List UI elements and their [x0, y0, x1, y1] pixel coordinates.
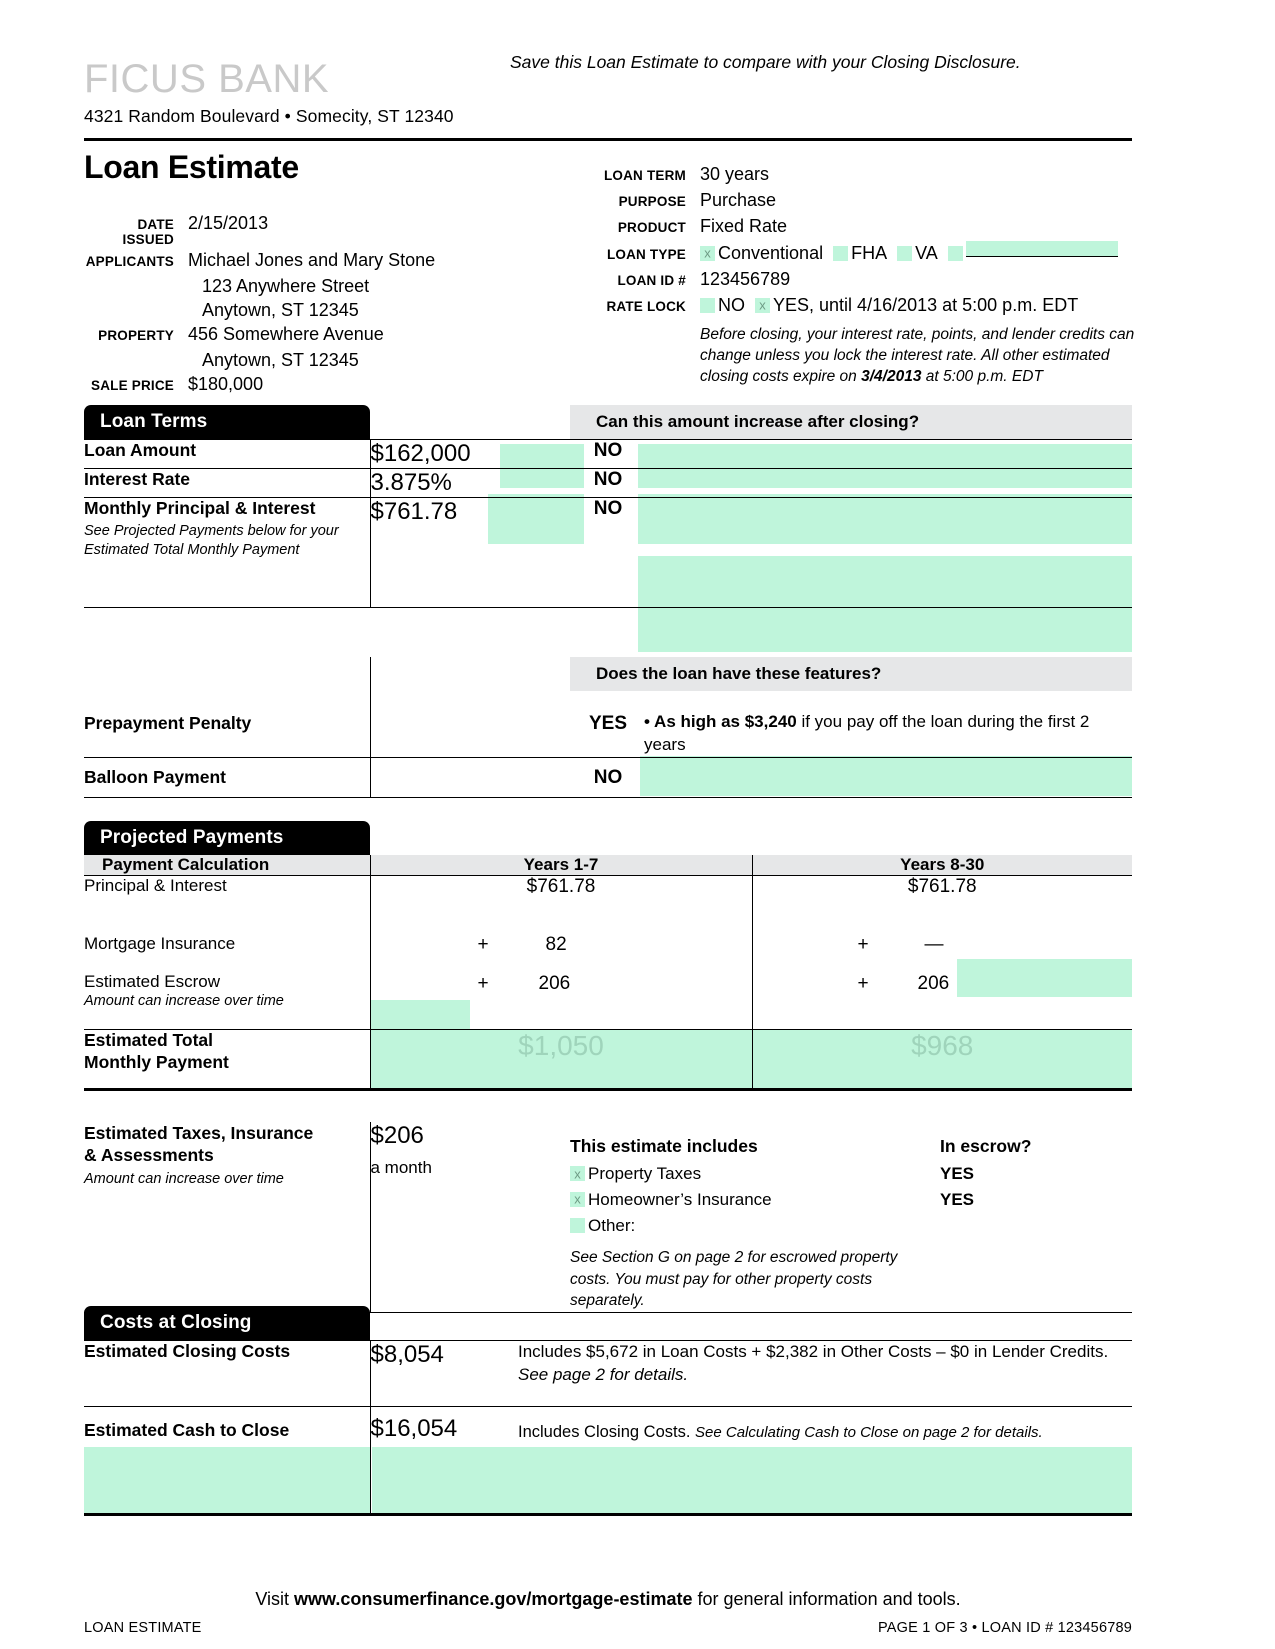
borrower-info-block	[84, 212, 564, 399]
bank-name: FICUS BANK	[84, 57, 330, 101]
save-note: Save this Loan Estimate to compare with your Closing Disclosure.	[510, 52, 1021, 72]
homeowners-insurance-escrow: YES	[940, 1189, 975, 1209]
applicants-line-3: Anytown, ST 12345	[202, 299, 359, 320]
product-value: Fixed Rate	[700, 215, 788, 236]
costs-column-divider	[370, 1406, 371, 1513]
taxes-label-line-1: Estimated Taxes, Insurance	[84, 1123, 314, 1143]
taxes-label-cell	[84, 1122, 370, 1312]
prepayment-penalty-text: if you pay off the loan during the first 2 years	[644, 712, 1090, 754]
visit-line	[84, 1589, 1132, 1610]
prepayment-penalty-value	[370, 691, 572, 757]
loan-terms-increase-header: Can this amount increase after closing?	[596, 412, 920, 431]
projected-payments-header-row	[84, 855, 1132, 876]
table-row	[84, 498, 1132, 608]
table-row	[84, 469, 1132, 498]
estimated-escrow-y1-operator: +	[477, 972, 489, 994]
principal-interest-y2: $761.78	[752, 876, 1132, 928]
table-row	[84, 1122, 1132, 1312]
loan-info-block	[596, 163, 1141, 388]
checkbox-other-icon[interactable]	[570, 1218, 585, 1233]
purpose-value: Purchase	[700, 189, 777, 210]
table-row	[84, 440, 1132, 469]
monthly-pi-note	[644, 498, 1132, 608]
property-label: PROPERTY	[98, 327, 174, 343]
rate-lock-row	[596, 294, 1141, 318]
escrow-note: See Section G on page 2 for escrowed property costs. You must pay for other property costs separately.	[570, 1249, 898, 1310]
principal-interest-label: Principal & Interest	[84, 876, 227, 895]
section-header-costs-at-closing	[84, 1306, 370, 1340]
bank-address: 4321 Random Boulevard • Somecity, ST 12340	[84, 106, 454, 126]
property-taxes-escrow: YES	[940, 1164, 975, 1183]
sale-price-value: $180,000	[188, 373, 264, 394]
features-spacer-mid	[370, 657, 572, 691]
homeowners-insurance-label: Homeowner’s Insurance	[588, 1189, 772, 1209]
costs-at-closing-table	[84, 1340, 1132, 1473]
estimated-escrow-y1: 206	[538, 972, 571, 994]
mortgage-insurance-y1-cell	[370, 928, 752, 968]
estimated-escrow-cell	[84, 968, 370, 1030]
property-row	[84, 323, 564, 347]
estimated-cash-to-close-desc	[518, 1407, 1132, 1473]
estimated-total-line-2: Monthly Payment	[84, 1051, 229, 1072]
estimated-escrow-y2-cell	[752, 968, 1132, 1030]
this-estimate-includes-header: This estimate includes	[570, 1136, 758, 1156]
taxes-amount: $206	[370, 1122, 424, 1149]
loan-term-label: LOAN TERM	[603, 168, 686, 183]
visit-prefix: Visit	[255, 1589, 295, 1609]
payment-calculation-header: Payment Calculation	[84, 855, 370, 876]
mortgage-insurance-y2-operator: +	[857, 933, 869, 955]
applicants-row	[84, 249, 564, 273]
table-row	[84, 876, 1132, 928]
date-issued-row	[84, 212, 564, 247]
visit-url[interactable]: www.consumerfinance.gov/mortgage-estimate	[294, 1589, 693, 1609]
table-row-total	[84, 1030, 1132, 1090]
taxes-insurance-table	[84, 1122, 1132, 1313]
estimated-cash-to-close-label: Estimated Cash to Close	[84, 1420, 290, 1440]
loan-id-label: LOAN ID #	[617, 272, 686, 288]
rate-lock-label: RATE LOCK	[606, 298, 686, 314]
taxes-includes-cell	[570, 1122, 940, 1312]
loan-term-value: 30 years	[700, 164, 770, 184]
monthly-pi-answer: NO	[593, 498, 623, 519]
loan-type-va-label: VA	[915, 242, 938, 263]
estimated-cash-to-close-desc-plain: Includes Closing Costs.	[518, 1423, 695, 1441]
estimated-escrow-label: Estimated Escrow	[84, 971, 221, 991]
checkbox-property-taxes-icon[interactable]	[570, 1166, 585, 1181]
mortgage-insurance-y2-cell	[752, 928, 1132, 968]
balloon-payment-label: Balloon Payment	[84, 766, 226, 787]
footer-rule	[84, 1513, 1132, 1516]
table-row	[84, 691, 1132, 757]
estimated-cash-to-close-value: $16,054	[370, 1407, 518, 1473]
interest-rate-note	[644, 469, 1132, 498]
mortgage-insurance-label: Mortgage Insurance	[84, 933, 236, 953]
prepayment-penalty-label: Prepayment Penalty	[84, 713, 252, 733]
interest-rate-value: 3.875%	[370, 469, 572, 498]
mortgage-insurance-y1-operator: +	[477, 933, 489, 955]
other-label: Other:	[588, 1215, 636, 1235]
checkbox-other-loan-type-icon[interactable]	[948, 246, 963, 261]
product-row	[596, 215, 1141, 239]
balloon-payment-value	[370, 757, 572, 797]
section-header-projected-payments	[84, 821, 370, 855]
estimated-escrow-sublabel: Amount can increase over time	[84, 992, 284, 1009]
footer-right: PAGE 1 OF 3 • LOAN ID # 123456789	[877, 1620, 1132, 1636]
interest-rate-label: Interest Rate	[84, 469, 191, 489]
date-issued-label: DATE ISSUED	[122, 217, 174, 247]
taxes-amount-period: a month	[370, 1157, 432, 1177]
monthly-pi-cell	[84, 498, 370, 608]
estimated-total-label	[84, 1030, 370, 1090]
rate-lock-note-date: 3/4/2013	[861, 368, 922, 386]
loan-type-label: LOAN TYPE	[606, 246, 686, 262]
section-title-loan-terms: Loan Terms	[100, 411, 208, 432]
loan-type-fha-label: FHA	[851, 242, 888, 263]
visit-suffix: for general information and tools.	[692, 1589, 961, 1609]
estimated-closing-costs-value: $8,054	[370, 1341, 518, 1407]
balloon-payment-note	[644, 757, 1132, 797]
taxes-escrow-cell	[940, 1122, 1132, 1312]
estimated-closing-costs-desc-italic: See page 2 for details.	[518, 1364, 689, 1384]
checkbox-homeowners-insurance-icon[interactable]	[570, 1192, 585, 1207]
projected-payments-table	[84, 855, 1132, 1091]
years-8-30-header: Years 8-30	[752, 855, 1132, 876]
purpose-row	[596, 189, 1141, 213]
estimated-closing-costs-desc-plain: Includes $5,672 in Loan Costs + $2,382 in Other Costs – $0 in Lender Credits.	[518, 1342, 1109, 1361]
list-item	[570, 1213, 940, 1239]
loan-type-other-input[interactable]	[966, 241, 1118, 257]
balloon-payment-answer: NO	[593, 766, 623, 788]
property-taxes-label: Property Taxes	[588, 1164, 702, 1183]
estimated-escrow-y2-operator: +	[857, 972, 869, 994]
property-value: 456 Somewhere Avenue	[188, 323, 384, 344]
monthly-pi-label: Monthly Principal & Interest	[84, 498, 316, 518]
principal-interest-y1: $761.78	[370, 876, 752, 928]
estimated-escrow-y2: 206	[917, 972, 950, 994]
estimated-closing-costs-label: Estimated Closing Costs	[84, 1341, 291, 1361]
prepayment-penalty-note	[644, 691, 1132, 757]
table-row	[84, 928, 1132, 968]
monthly-pi-sublabel: See Projected Payments below for your Estimated Total Monthly Payment	[84, 523, 339, 558]
features-header-row	[84, 657, 1132, 691]
section-header-loan-terms	[84, 405, 370, 439]
applicants-line-2: 123 Anywhere Street	[202, 275, 370, 296]
in-escrow-header: In escrow?	[940, 1136, 1032, 1156]
estimated-escrow-y1-cell	[370, 968, 752, 1030]
purpose-label: PURPOSE	[618, 193, 686, 209]
loan-amount-label: Loan Amount	[84, 440, 197, 460]
loan-type-conventional-label: Conventional	[718, 242, 824, 263]
product-label: PRODUCT	[617, 219, 686, 235]
loan-amount-answer: NO	[593, 440, 623, 461]
estimated-total-line-1: Estimated Total	[84, 1030, 214, 1050]
date-issued-value: 2/15/2013	[188, 213, 269, 233]
monthly-pi-value: $761.78	[370, 498, 572, 608]
page-title: Loan Estimate	[84, 149, 299, 185]
prepayment-penalty-answer: YES	[588, 713, 628, 734]
rate-lock-no-label: NO	[718, 294, 745, 315]
footer-left: LOAN ESTIMATE	[84, 1620, 202, 1636]
list-item	[570, 1161, 940, 1187]
loan-amount-value: $162,000	[370, 440, 572, 469]
rate-lock-note-a: Before closing, your interest rate, points, and lender credits can change unless you lock the interest rate. All other estimated closing costs expire on	[700, 325, 1135, 386]
table-row	[84, 1341, 1132, 1407]
loan-type-row	[596, 241, 1141, 266]
mortgage-insurance-y1: 82	[545, 933, 567, 955]
loan-terms-features-table	[84, 657, 1132, 798]
features-spacer-left	[84, 657, 370, 691]
rate-lock-options	[700, 294, 1078, 318]
rate-lock-yes-label: YES, until 4/16/2013 at 5:00 p.m. EDT	[773, 294, 1079, 315]
interest-rate-answer: NO	[593, 469, 623, 490]
table-row	[84, 1407, 1132, 1473]
checkbox-rate-lock-no-icon[interactable]	[700, 298, 715, 313]
estimated-cash-to-close-desc-italic: See Calculating Cash to Close on page 2 for details.	[695, 1424, 1043, 1441]
checkbox-conventional-icon[interactable]	[700, 246, 715, 261]
applicants-value: Michael Jones and Mary Stone	[188, 250, 436, 270]
estimated-closing-costs-desc	[518, 1341, 1132, 1407]
table-row	[84, 968, 1132, 1030]
estimated-total-y2: $968	[752, 1030, 1132, 1090]
features-header-cell	[572, 657, 1132, 691]
prepayment-penalty-amount: • As high as $3,240	[644, 712, 797, 731]
taxes-amount-cell	[370, 1122, 570, 1312]
loan-id-row	[596, 268, 1141, 292]
checkbox-va-icon[interactable]	[897, 246, 912, 261]
loan-type-options	[700, 241, 1118, 266]
section-title-costs-at-closing: Costs at Closing	[100, 1312, 252, 1333]
section-title-projected-payments: Projected Payments	[100, 827, 284, 848]
sale-price-label: SALE PRICE	[90, 377, 174, 393]
rate-lock-note-b: at 5:00 p.m. EDT	[921, 368, 1043, 386]
applicants-label: APPLICANTS	[85, 254, 174, 269]
loan-id-value: 123456789	[700, 268, 791, 289]
mortgage-insurance-y2: —	[924, 933, 944, 955]
estimated-total-y1: $1,050	[370, 1030, 752, 1090]
years-1-7-header: Years 1-7	[370, 855, 752, 876]
loan-term-row	[596, 163, 1141, 187]
checkbox-rate-lock-yes-icon[interactable]	[755, 298, 770, 313]
taxes-sublabel: Amount can increase over time	[84, 1170, 284, 1187]
rate-lock-note	[596, 324, 1141, 388]
loan-terms-features-header: Does the loan have these features?	[596, 664, 882, 683]
property-line-2: Anytown, ST 12345	[202, 349, 359, 370]
loan-terms-table	[84, 439, 1132, 608]
loan-amount-note	[644, 440, 1132, 469]
taxes-label-line-2: & Assessments	[84, 1145, 214, 1166]
list-item	[570, 1187, 940, 1213]
checkbox-fha-icon[interactable]	[833, 246, 848, 261]
header-rule	[84, 138, 1132, 141]
sale-price-row	[84, 373, 564, 397]
table-row	[84, 757, 1132, 797]
